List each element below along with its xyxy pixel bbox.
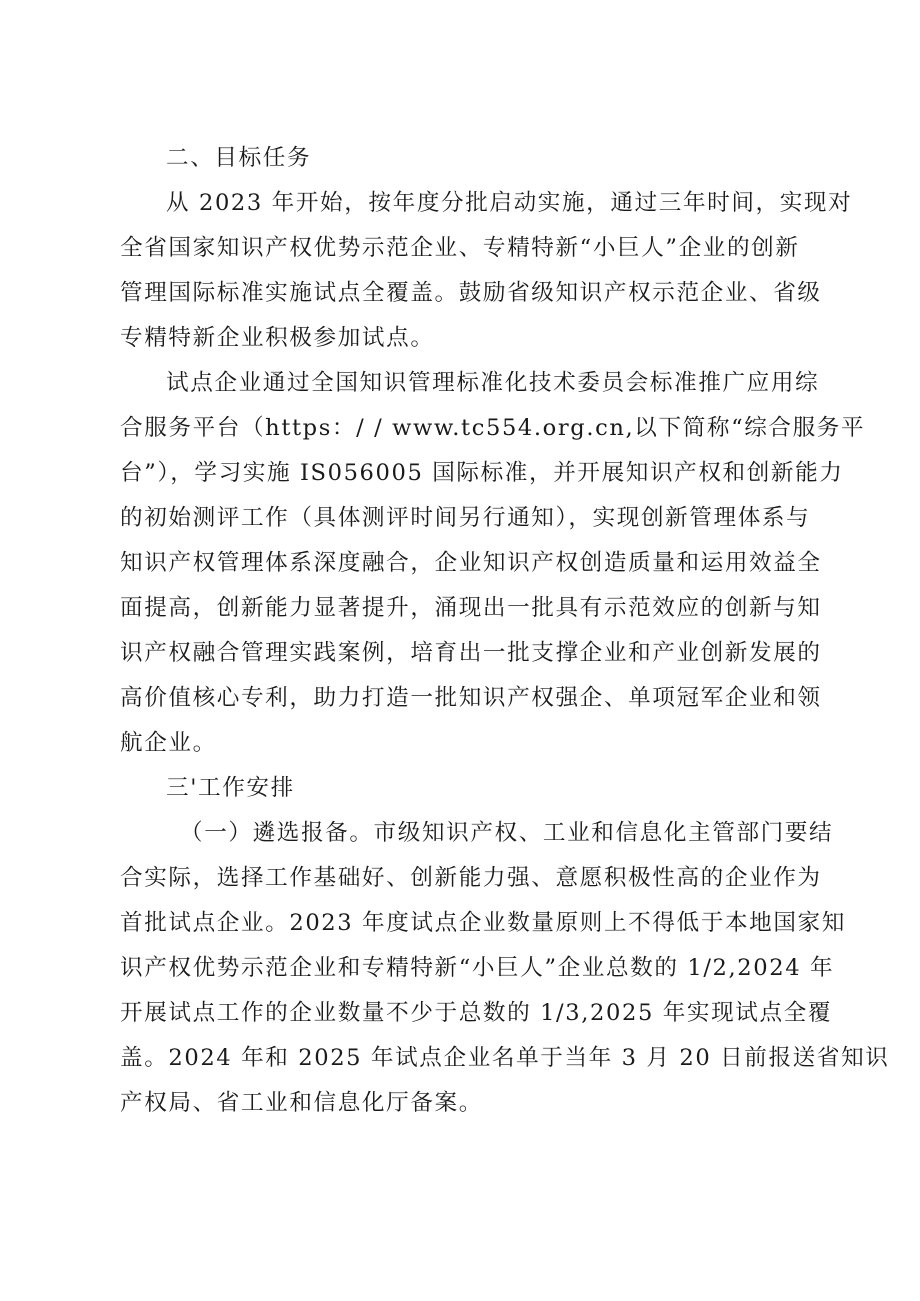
paragraph-line: 盖。2024 年和 2025 年试点企业名单于当年 3 月 20 日前报送省知识 <box>120 1045 890 1071</box>
heading-text: 二、目标任务 <box>166 145 312 171</box>
heading-text: 三'工作安排 <box>166 775 295 801</box>
paragraph-line: 试点企业通过全国知识管理标准化技术委员会标准推广应用综 <box>166 370 820 396</box>
paragraph-line: 首批试点企业。2023 年度试点企业数量原则上不得低于本地国家知 <box>120 910 846 936</box>
paragraph-line: 合服务平台（https：/ / www.tc554.org.cn,以下简称“综合服务平 <box>120 415 866 441</box>
paragraph-line: 识产权优势示范企业和专精特新“小巨人”企业总数的 1/2,2024 年 <box>120 955 835 981</box>
paragraph-line: 的初始测评工作（具体测评时间另行通知），实现创新管理体系与 <box>120 505 811 531</box>
paragraph-line: （一）遴选报备。市级知识产权、工业和信息化主管部门要结 <box>180 820 834 846</box>
paragraph-line: 识产权融合管理实践案例，培育出一批支撑企业和产业创新发展的 <box>120 640 822 666</box>
paragraph-line: 高价值核心专利，助力打造一批知识产权强企、单项冠军企业和领 <box>120 685 822 711</box>
document-body <box>120 136 890 1126</box>
paragraph-line: 知识产权管理体系深度融合，企业知识产权创造质量和运用效益全 <box>120 550 822 576</box>
paragraph-selection-filing <box>120 811 890 1126</box>
paragraph-line: 台”），学习实施 IS056005 国际标准，并开展知识产权和创新能力 <box>120 460 844 486</box>
paragraph-line: 专精特新企业积极参加试点。 <box>120 325 435 351</box>
paragraph-line: 合实际，选择工作基础好、创新能力强、意愿积极性高的企业作为 <box>120 865 822 891</box>
paragraph-line: 开展试点工作的企业数量不少于总数的 1/3,2025 年实现试点全覆 <box>120 1000 833 1026</box>
paragraph-line: 全省国家知识产权优势示范企业、专精特新“小巨人”企业的创新 <box>120 235 800 261</box>
paragraph-line: 产权局、省工业和信息化厅备案。 <box>120 1090 483 1116</box>
paragraph-line: 从 2023 年开始，按年度分批启动实施，通过三年时间，实现对 <box>166 190 853 216</box>
paragraph-line: 面提高，创新能力显著提升，涌现出一批具有示范效应的创新与知 <box>120 595 822 621</box>
paragraph-line: 管理国际标准实施试点全覆盖。鼓励省级知识产权示范企业、省级 <box>120 280 822 306</box>
section-heading-arrangements <box>120 766 800 811</box>
section-heading-targets <box>120 136 800 181</box>
paragraph-line: 航企业。 <box>120 730 217 756</box>
paragraph-pilot-enterprises <box>120 361 866 766</box>
paragraph-targets <box>120 181 853 361</box>
